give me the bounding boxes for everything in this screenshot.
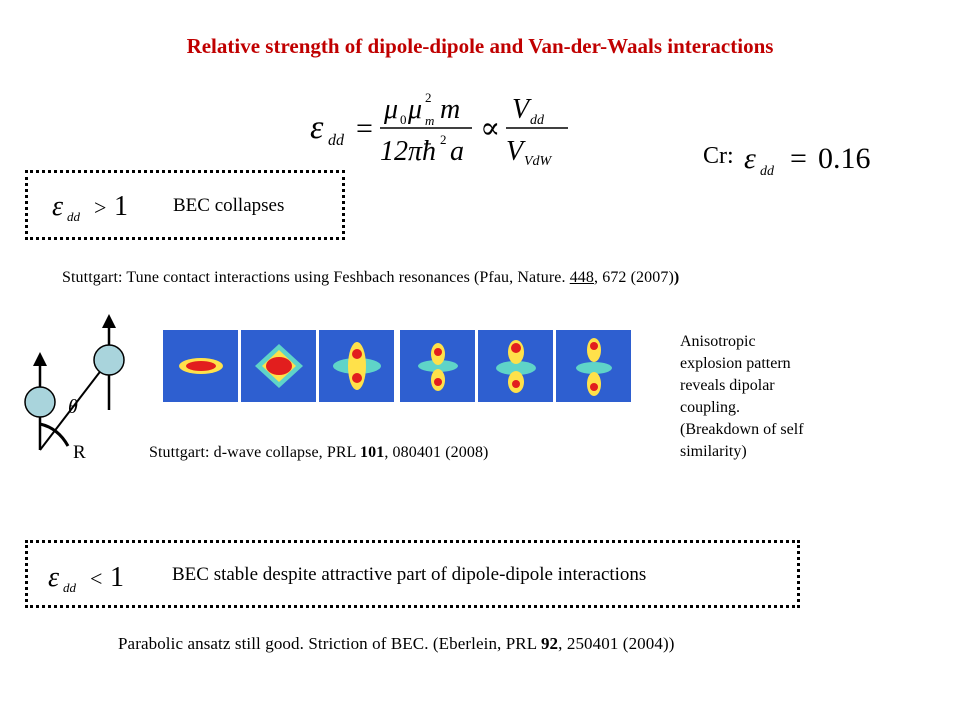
collapse-frame-5 <box>478 330 553 402</box>
cr-value: 0.16 <box>818 142 871 175</box>
box1-operator: > <box>94 195 107 220</box>
anisotropic-explosion-note <box>680 331 860 463</box>
epsilon-dd-formula <box>300 88 600 168</box>
mum-symbol: μ <box>408 94 423 125</box>
cr-epsilon-value <box>740 138 890 182</box>
cr-equals-sign: = <box>790 142 807 175</box>
box1-epsilon-subscript: dd <box>67 209 80 224</box>
parabolic-text: Parabolic ansatz still good. Striction of BEC. (Eberlein, PRL <box>118 634 541 653</box>
feshbach-text: Stuttgart: Tune contact interactions using Feshbach resonances (Pfau, Nature. <box>62 269 570 286</box>
frame-2-image <box>241 330 316 402</box>
vvdw-symbol: V <box>506 136 524 167</box>
epsilon-greater-than-one <box>50 185 140 225</box>
prl-volume-101: 101 <box>360 444 385 461</box>
collapse-frame-3 <box>319 330 394 402</box>
box2-rhs: 1 <box>110 562 124 593</box>
collapse-frame-1 <box>163 330 238 402</box>
hbar-superscript: 2 <box>440 132 447 147</box>
box2-epsilon-subscript: dd <box>63 580 76 595</box>
mum-subscript: m <box>425 113 435 128</box>
box1-epsilon-symbol: ε <box>52 191 64 222</box>
mu0-symbol: μ <box>384 94 399 125</box>
frame-4-image <box>400 330 475 402</box>
box1-rhs: 1 <box>114 191 128 222</box>
parabolic-ansatz-reference <box>118 634 675 654</box>
slide-title: Relative strength of dipole-dipole and Van-der-Waals interactions <box>186 34 774 58</box>
side-note-line: coupling. <box>680 399 740 416</box>
vdd-subscript: dd <box>530 113 544 128</box>
right-dipole-arrowhead-icon <box>102 314 116 328</box>
side-note-line: Anisotropic <box>680 333 756 350</box>
frame-5-image <box>478 330 553 402</box>
theta-label: θ <box>68 396 78 418</box>
lhs-symbol: ε <box>310 109 324 146</box>
side-note-line: explosion pattern <box>680 355 791 372</box>
box2-epsilon-symbol: ε <box>48 562 60 593</box>
bec-stable-text: BEC stable despite attractive part of dipole-dipole interactions <box>172 564 647 585</box>
cr-epsilon-subscript: dd <box>760 164 774 179</box>
vdd-symbol: V <box>512 94 530 125</box>
right-atom-icon <box>94 345 124 375</box>
left-atom-icon <box>25 387 55 417</box>
scattering-length-symbol: a <box>450 136 464 167</box>
parabolic-suffix: , 250401 (2004)) <box>558 634 675 653</box>
propto-sign: ∝ <box>480 112 501 145</box>
cr-label: Cr: <box>703 143 734 169</box>
separation-label: R <box>73 442 86 463</box>
collapse-condition-box <box>25 170 345 240</box>
vvdw-subscript: VdW <box>524 154 552 168</box>
feshbach-suffix: , 672 (2007) <box>594 269 674 286</box>
frame-6-image <box>556 330 631 402</box>
stable-condition-box <box>25 540 800 608</box>
bec-collapses-text: BEC collapses <box>173 195 285 216</box>
dwave-suffix: , 080401 (2008) <box>384 444 489 461</box>
epsilon-less-than-one <box>46 556 136 596</box>
lhs-subscript: dd <box>328 132 344 149</box>
side-note-line: (Breakdown of self <box>680 421 804 438</box>
equals-sign: = <box>356 112 373 145</box>
stuttgart-feshbach-reference <box>62 269 679 287</box>
left-dipole-arrowhead-icon <box>33 352 47 366</box>
frame-3-image <box>319 330 394 402</box>
collapse-frame-6 <box>556 330 631 402</box>
angle-arc-icon <box>40 424 68 446</box>
feshbach-close-paren: ) <box>673 269 680 286</box>
mu0-subscript: 0 <box>400 112 407 127</box>
frame-1-image <box>163 330 238 402</box>
collapse-image-strip <box>163 330 633 404</box>
side-note-line: reveals dipolar <box>680 377 775 394</box>
dipole-pair-diagram <box>20 300 140 470</box>
collapse-frame-2 <box>241 330 316 402</box>
box2-operator: < <box>90 566 103 591</box>
stuttgart-dwave-reference <box>149 444 488 462</box>
denominator-text: 12πħ <box>380 136 437 167</box>
mass-symbol: m <box>440 94 461 125</box>
prl-volume-92: 92 <box>540 634 559 653</box>
cr-epsilon-symbol: ε <box>744 142 756 175</box>
mum-superscript: 2 <box>425 90 432 105</box>
collapse-frame-4 <box>400 330 475 402</box>
dwave-text: Stuttgart: d-wave collapse, PRL <box>149 444 361 461</box>
side-note-line: similarity) <box>680 443 747 460</box>
nature-volume: 448 <box>569 269 595 286</box>
